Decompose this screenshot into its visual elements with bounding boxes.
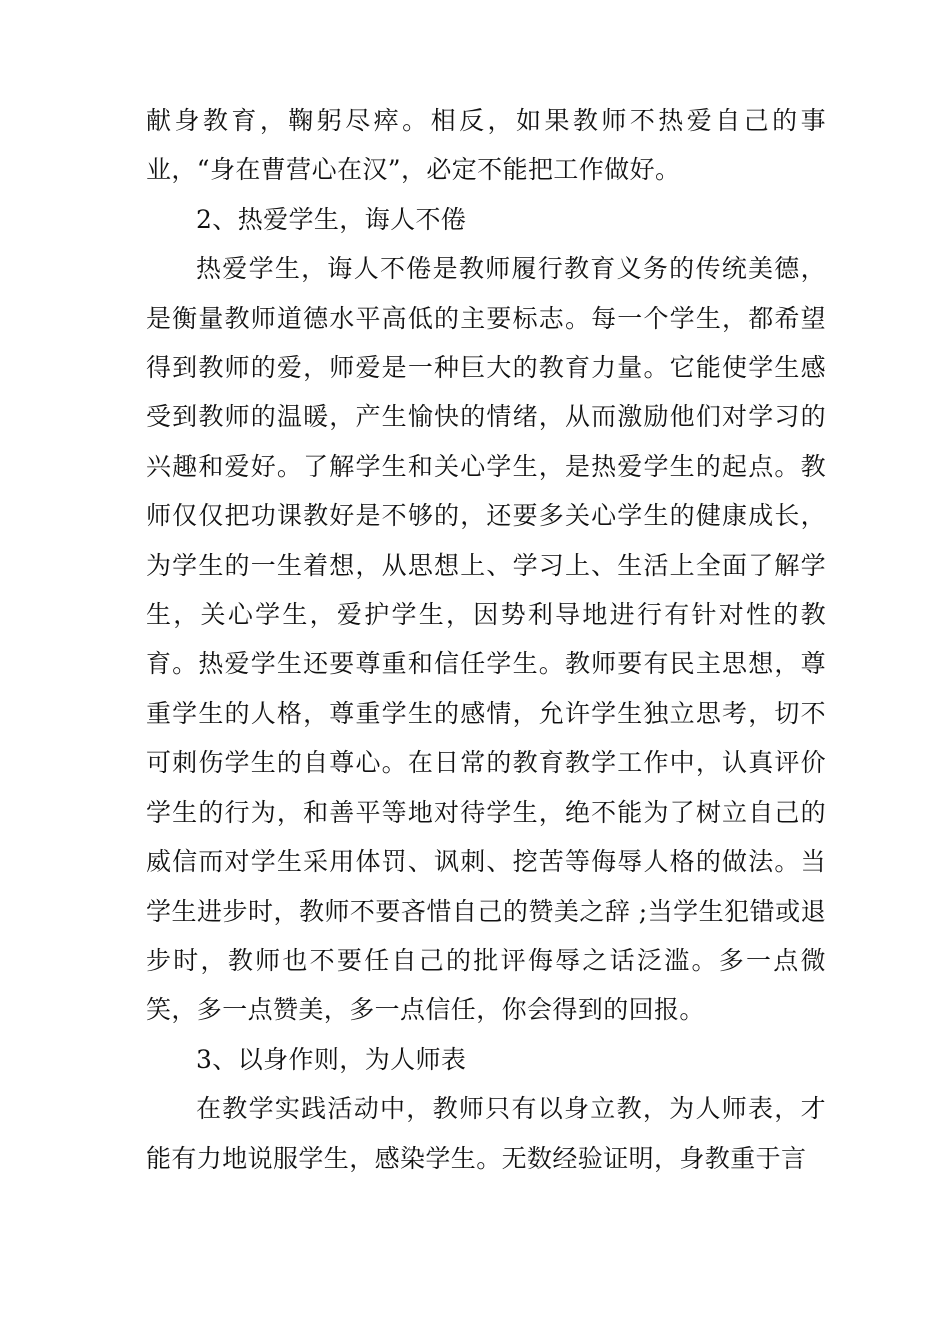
section-heading-3: 3、以身作则，为人师表 [196,1044,467,1074]
paragraph-love-students: 热爱学生，诲人不倦是教师履行教育义务的传统美德，是衡量教师道德水平高低的主要标志。每一个学生，都希望得到教师的爱，师爱是一种巨大的教育力量。它能使学生感受到教师的温暖，产生愉快的情绪，从而激励他们对学习的兴趣和爱好。了解学生和关心学生，是热爱学生的起点。教师仅仅把功课教好是不够的，还要多关心学生的健康成长，为学生的一生着想，从思想上、学习上、生活上全面了解学生，关心学生，爱护学生，因势利导地进行有针对性的教育。热爱学生还要尊重和信任学生。教师要有民主思想，尊重学生的人格，尊重学生的感情，允许学生独立思考，切不可刺伤学生的自尊心。在日常的教育教学工作中，认真评价学生的行为，和善平等地对待学生，绝不能为了树立自己的威信而对学生采用体罚、讽刺、挖苦等侮辱人格的做法。当学生进步时，教师不要吝惜自己的赞美之辞 ;当学生犯错或退步时，教师也不要任自己的批评侮辱之话泛滥。多一点微笑，多一点赞美，多一点信任，你会得到的回报。 [146,254,826,1025]
paragraph-continuation: 献身教育，鞠躬尽瘁。相反，如果教师不热爱自己的事业，“身在曹营心在汉”，必定不能把工作做好。 [146,106,826,185]
paragraph-lead-by-example: 在教学实践活动中，教师只有以身立教，为人师表，才能有力地说服学生，感染学生。无数经验证明，身教重于言 [146,1094,826,1173]
document-body [146,96,826,1183]
section-heading-2: 2、热爱学生，诲人不倦 [196,204,467,234]
